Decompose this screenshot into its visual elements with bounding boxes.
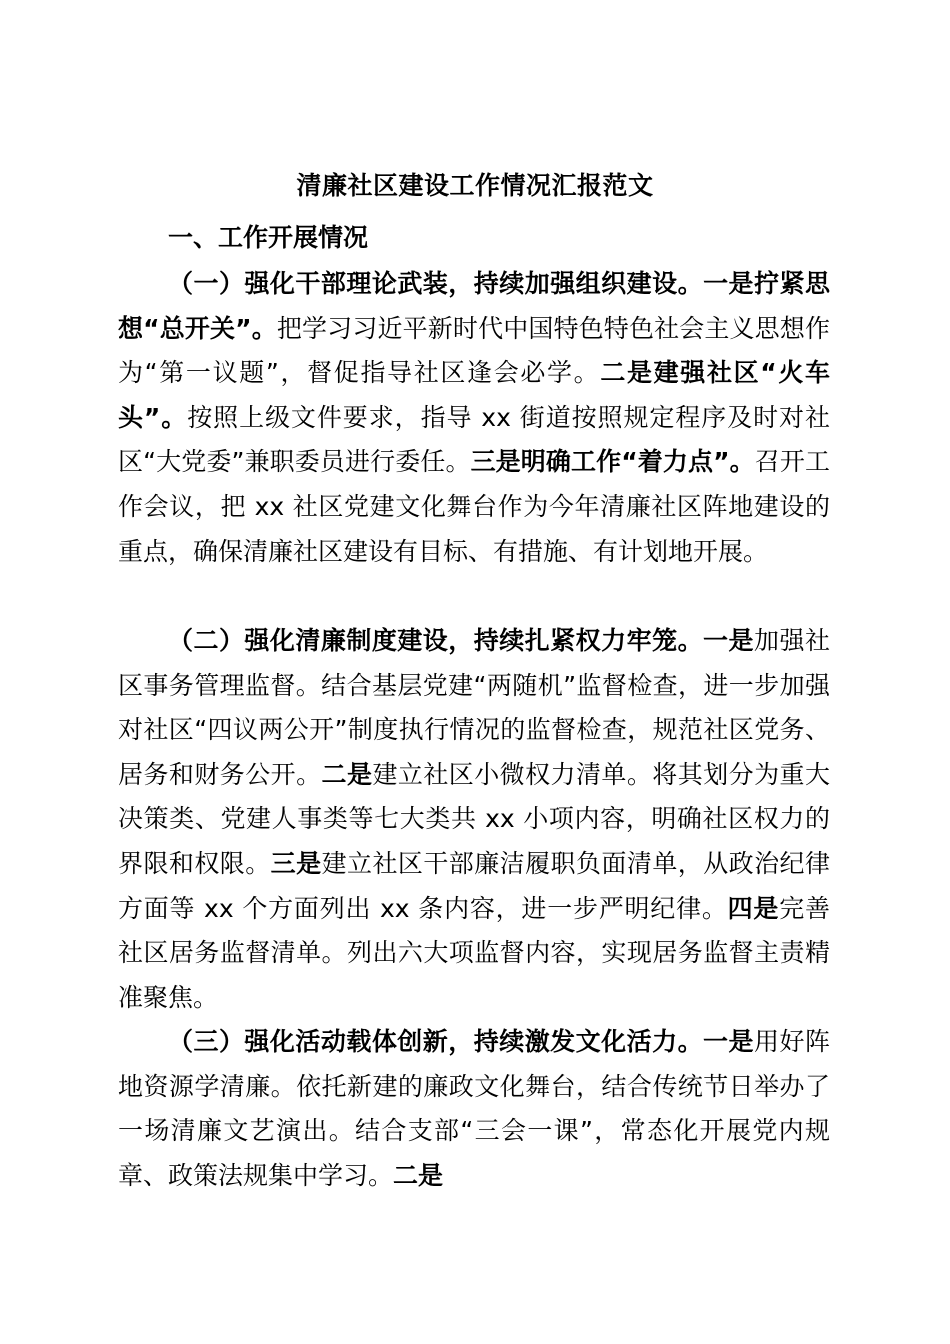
paragraph-2-bold-1: （二）强化清廉制度建设，持续扎紧权力牢笼。一是 — [168, 626, 755, 655]
paragraph-1-bold-2: 二是建强社区“火车头”。 — [118, 358, 831, 432]
paragraph-2-bold-2: 二是 — [321, 759, 373, 789]
paragraph-1-bold-1: （一）强化干部理论武装，持续加强组织建设。一是拧紧思想“总开关”。 — [118, 269, 830, 343]
document-title: 清廉社区建设工作情况汇报范文 — [296, 171, 654, 200]
paragraph-3-bold-1: （三）强化活动载体创新，持续激发文化活力。一是 — [168, 1027, 755, 1056]
paragraph-1-text-1: 把学习习近平新时代中国特色特色社会主义思想作为“第一议题”，督促指导社区逢会必学。 — [118, 313, 830, 388]
paragraph-2 — [118, 619, 830, 1020]
paragraph-1-text-3: 召开工作会议，把 xx 社区党建文化舞台作为今年清廉社区阵地建设的重点，确保清廉社区建设有目标、有措施、有计划地开展。 — [118, 447, 830, 566]
paragraph-1-text-2: 按照上级文件要求，指导 xx 街道按照规定程序及时对社区“大党委”兼职委员进行委任。 — [118, 402, 830, 477]
paragraph-2-text-4: 完善社区居务监督清单。列出六大项监督内容，实现居务监督主责精准聚焦。 — [118, 893, 830, 1012]
paragraph-2-text-2: 建立社区小微权力清单。将其划分为重大决策类、党建人事类等七大类共 xx 小项内容，明确社区权力的界限和权限。 — [118, 759, 830, 878]
paragraph-3-text-1: 用好阵地资源学清廉。依托新建的廉政文化舞台，结合传统节日举办了一场清廉文艺演出。结合支部“三会一课”，常态化开展党内规章、政策法规集中学习。 — [118, 1027, 830, 1190]
paragraph-2-text-3: 建立社区干部廉洁履职负面清单，从政治纪律方面等 xx 个方面列出 xx 条内容，进一步严明纪律。 — [118, 848, 830, 923]
section-heading: 一、工作开展情况 — [168, 223, 369, 252]
paragraph-3-bold-2: 二是 — [393, 1160, 444, 1190]
paragraph-2-bold-3: 三是 — [270, 848, 322, 878]
paragraph-3 — [118, 1020, 830, 1198]
paragraph-1-bold-3: 三是明确工作“着力点”。 — [470, 447, 755, 477]
paragraph-2-bold-4: 四是 — [727, 893, 780, 923]
paragraph-2-text-1: 加强社区事务管理监督。结合基层党建“两随机”监督检查，进一步加强对社区“四议两公开”制度执行情况的监督检查，规范社区党务、居务和财务公开。 — [118, 626, 830, 789]
paragraph-1 — [118, 262, 830, 574]
